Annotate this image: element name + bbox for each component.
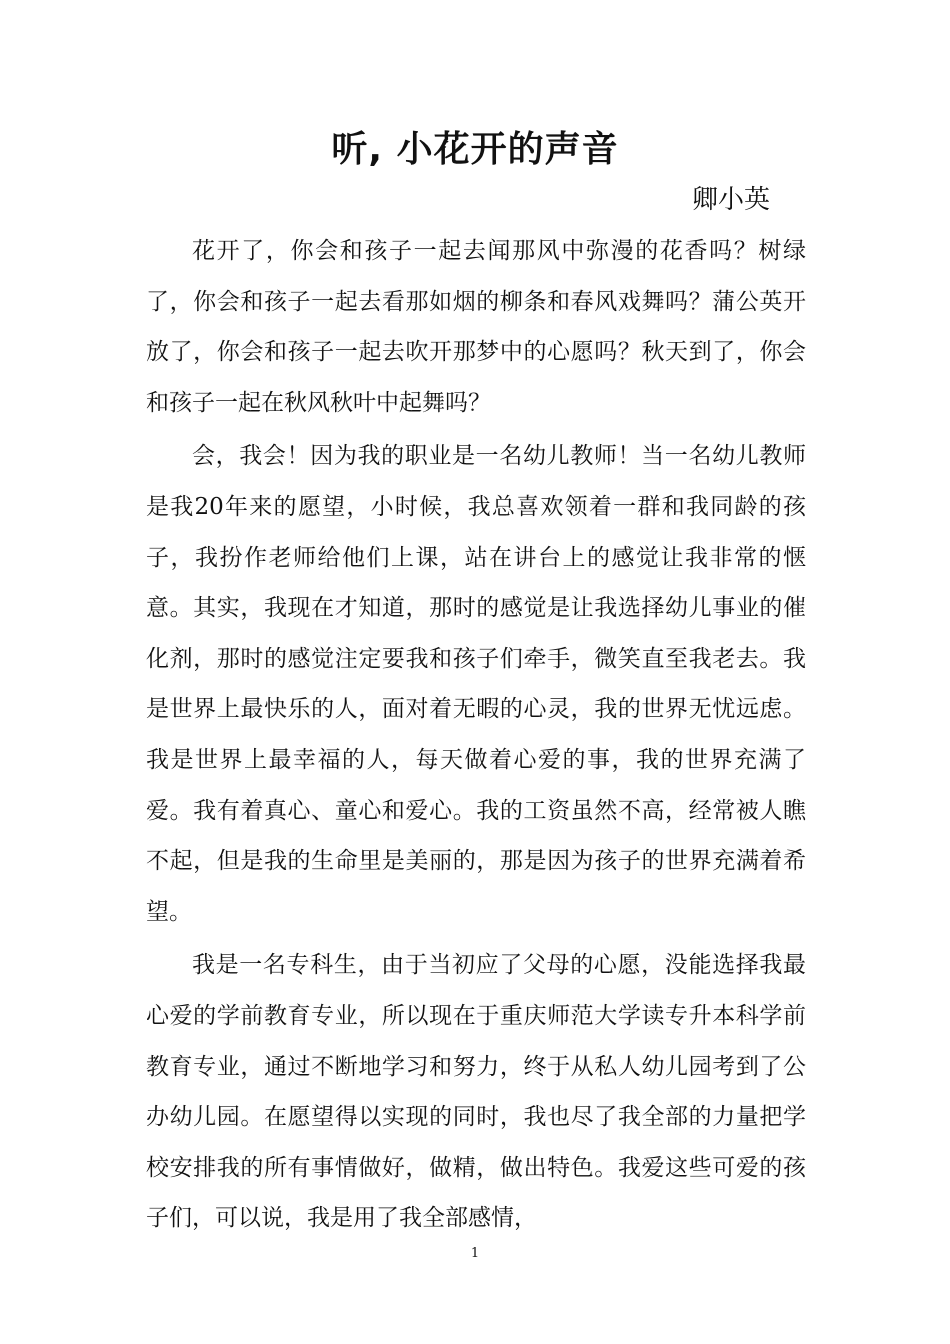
paragraph-2: 会，我会！因为我的职业是一名幼儿教师！当一名幼儿教师是我20年来的愿望，小时候，我总喜欢领着一群和我同龄的孩子，我扮作老师给他们上课，站在讲台上的感觉让我非常的惬意。其实，我现在才知道，那时的感觉是让我选择幼儿事业的催化剂，那时的感觉注定要我和孩子们牵手，微笑直至我老去。我是世界上最快乐的人，面对着无暇的心灵，我的世界无忧远虑。我是世界上最幸福的人，每天做着心爱的事，我的世界充满了爱。我有着真心、童心和爱心。我的工资虽然不高，经常被人瞧不起，但是我的生命里是美丽的，那是因为孩子的世界充满着希望。 <box>146 443 806 925</box>
paragraph-3: 我是一名专科生，由于当初应了父母的心愿，没能选择我最心爱的学前教育专业，所以现在于重庆师范大学读专升本科学前教育专业，通过不断地学习和努力，终于从私人幼儿园考到了公办幼儿园。在愿望得以实现的同时，我也尽了我全部的力量把学校安排我的所有事情做好，做精，做出特色。我爱这些可爱的孩子们，可以说，我是用了我全部感情， <box>146 952 806 1232</box>
author-name: 卿小英 <box>691 185 770 215</box>
body-text <box>146 226 806 1247</box>
page-number: 1 <box>470 1246 480 1261</box>
paragraph-1: 花开了，你会和孩子一起去闻那风中弥漫的花香吗？树绿了，你会和孩子一起去看那如烟的柳条和春风戏舞吗？蒲公英开放了，你会和孩子一起去吹开那梦中的心愿吗？秋天到了，你会和孩子一起在秋风秋叶中起舞吗？ <box>146 238 806 416</box>
document-title: 听, 小花开的声音 <box>331 129 619 170</box>
